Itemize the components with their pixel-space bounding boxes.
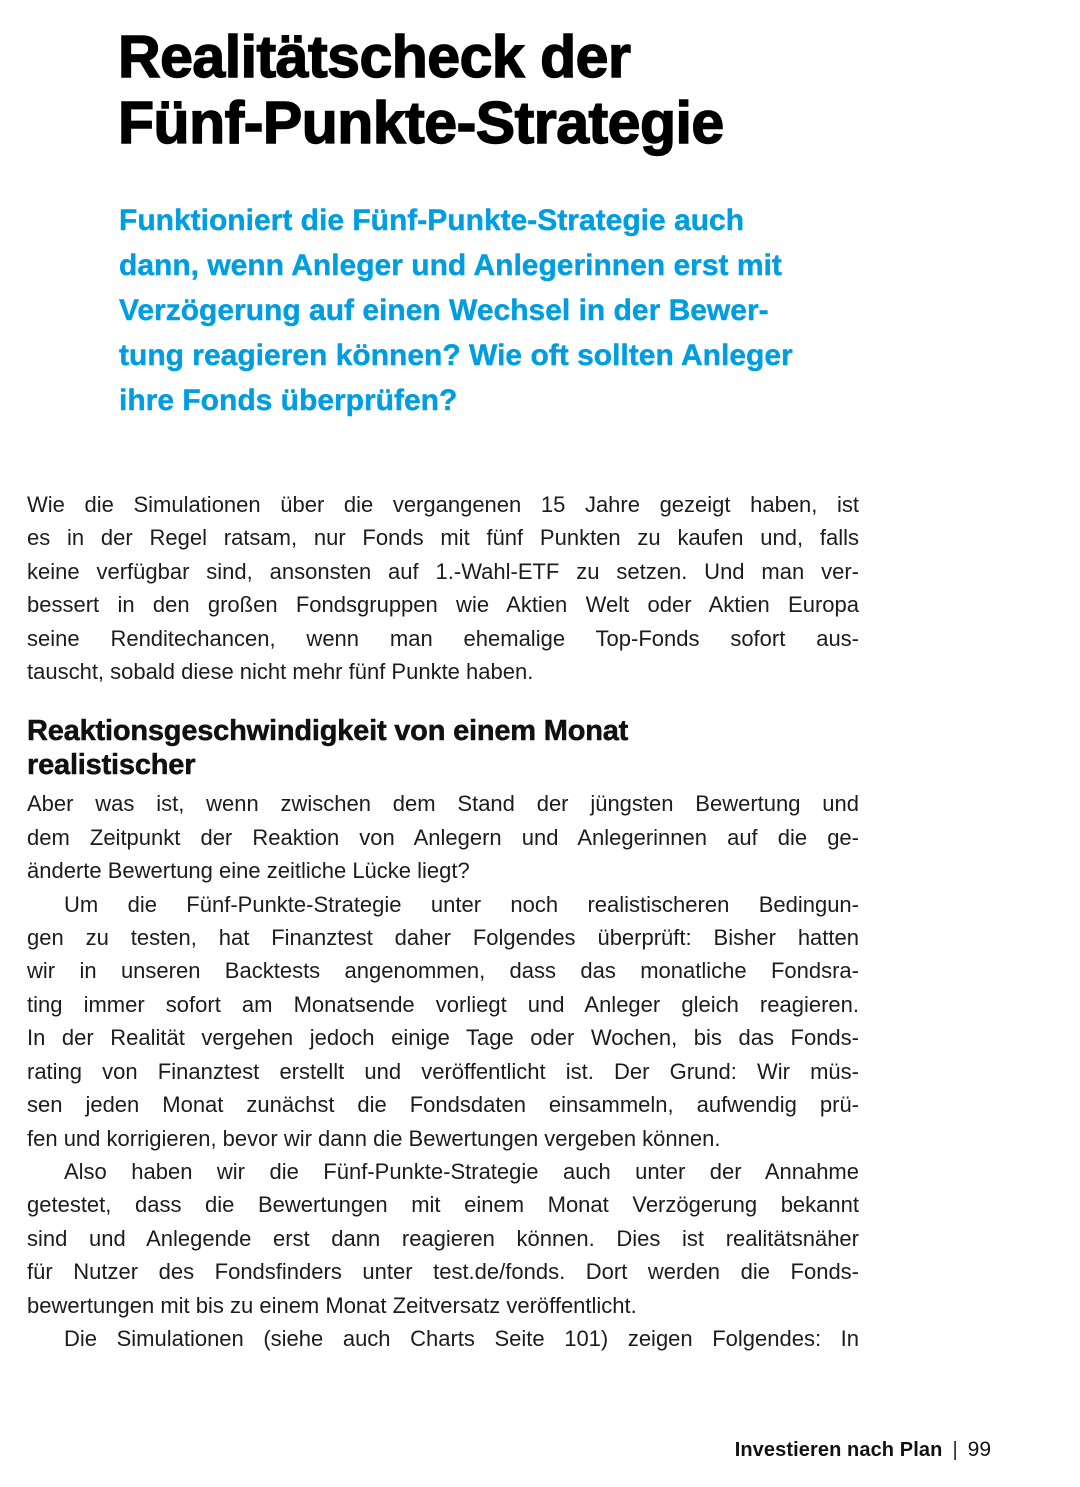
- paragraph: [27, 1322, 859, 1355]
- text-line: tauscht, sobald diese nicht mehr fünf Punkte haben.: [27, 659, 534, 685]
- text-line: keine verfügbar sind, ansonsten auf 1.-Wahl-ETF zu setzen. Und man ver-: [27, 558, 859, 584]
- footer-separator: |: [952, 1439, 958, 1461]
- text-line: sind und Anlegende erst dann reagieren können. Dies ist realitätsnäher: [27, 1225, 859, 1251]
- text-line: fen und korrigieren, bevor wir dann die Bewertungen vergeben können.: [27, 1125, 721, 1151]
- text-line: realistischer: [27, 749, 196, 782]
- text-line: Also haben wir die Fünf-Punkte-Strategie auch unter der Annahme: [64, 1158, 859, 1184]
- text-line: wir in unseren Backtests angenommen, dass das monatliche Fondsra-: [27, 958, 859, 984]
- text-line: Reaktionsgeschwindigkeit von einem Monat: [27, 715, 629, 748]
- text-line: Um die Fünf-Punkte-Strategie unter noch realistischeren Bedingun-: [64, 891, 859, 917]
- text-line: Aber was ist, wenn zwischen dem Stand der jüngsten Bewertung und: [27, 791, 859, 817]
- text-line: dann, wenn Anleger und Anlegerinnen erst mit: [119, 249, 782, 282]
- text-line: ihre Fonds überprüfen?: [119, 384, 458, 417]
- text-line: seine Renditechancen, wenn man ehemalige Top-Fonds sofort aus-: [27, 625, 859, 651]
- text-line: In der Realität vergehen jedoch einige Tage oder Wochen, bis das Fonds-: [27, 1025, 859, 1051]
- text-line: Realitätscheck der: [118, 24, 631, 90]
- text-line: dem Zeitpunkt der Reaktion von Anlegern und Anlegerinnen auf die ge-: [27, 824, 859, 850]
- page-title: [118, 24, 998, 156]
- section-heading: [27, 714, 859, 782]
- text-line: rating von Finanztest erstellt und veröffentlicht ist. Der Grund: Wir müs-: [27, 1058, 859, 1084]
- text-line: Die Simulationen (siehe auch Charts Seite 101) zeigen Folgendes: In: [64, 1325, 859, 1351]
- footer-section-label: Investieren nach Plan: [734, 1439, 943, 1461]
- text-line: gen zu testen, hat Finanztest daher Folgendes überprüft: Bisher hatten: [27, 925, 859, 951]
- footer-page-number: 99: [967, 1438, 991, 1461]
- intro-paragraph: [27, 488, 859, 688]
- text-line: für Nutzer des Fondsfinders unter test.de/fonds. Dort werden die Fonds-: [27, 1259, 859, 1285]
- text-line: änderte Bewertung eine zeitliche Lücke liegt?: [27, 858, 470, 884]
- paragraph: [27, 787, 859, 887]
- text-line: es in der Regel ratsam, nur Fonds mit fünf Punkten zu kaufen und, falls: [27, 525, 859, 551]
- text-line: bewertungen mit bis zu einem Monat Zeitversatz veröffentlicht.: [27, 1292, 637, 1318]
- page-footer: [735, 1438, 991, 1462]
- page-subtitle: [119, 198, 919, 423]
- text-line: Fünf-Punkte-Strategie: [118, 90, 724, 156]
- text-line: sen jeden Monat zunächst die Fondsdaten einsammeln, aufwendig prü-: [27, 1092, 859, 1118]
- text-line: Wie die Simulationen über die vergangenen 15 Jahre gezeigt haben, ist: [27, 492, 859, 517]
- text-line: ting immer sofort am Monatsende vorliegt und Anleger gleich reagieren.: [27, 991, 859, 1017]
- paragraph: [27, 888, 859, 1155]
- paragraph: [27, 1155, 859, 1322]
- text-line: bessert in den großen Fondsgruppen wie Aktien Welt oder Aktien Europa: [27, 592, 859, 618]
- text-line: Verzögerung auf einen Wechsel in der Bewer-: [119, 294, 769, 327]
- body-copy: [27, 488, 859, 1355]
- text-line: tung reagieren können? Wie oft sollten Anleger: [119, 339, 793, 372]
- text-line: getestet, dass die Bewertungen mit einem Monat Verzögerung bekannt: [27, 1192, 859, 1218]
- text-line: Funktioniert die Fünf-Punkte-Strategie auch: [119, 204, 745, 237]
